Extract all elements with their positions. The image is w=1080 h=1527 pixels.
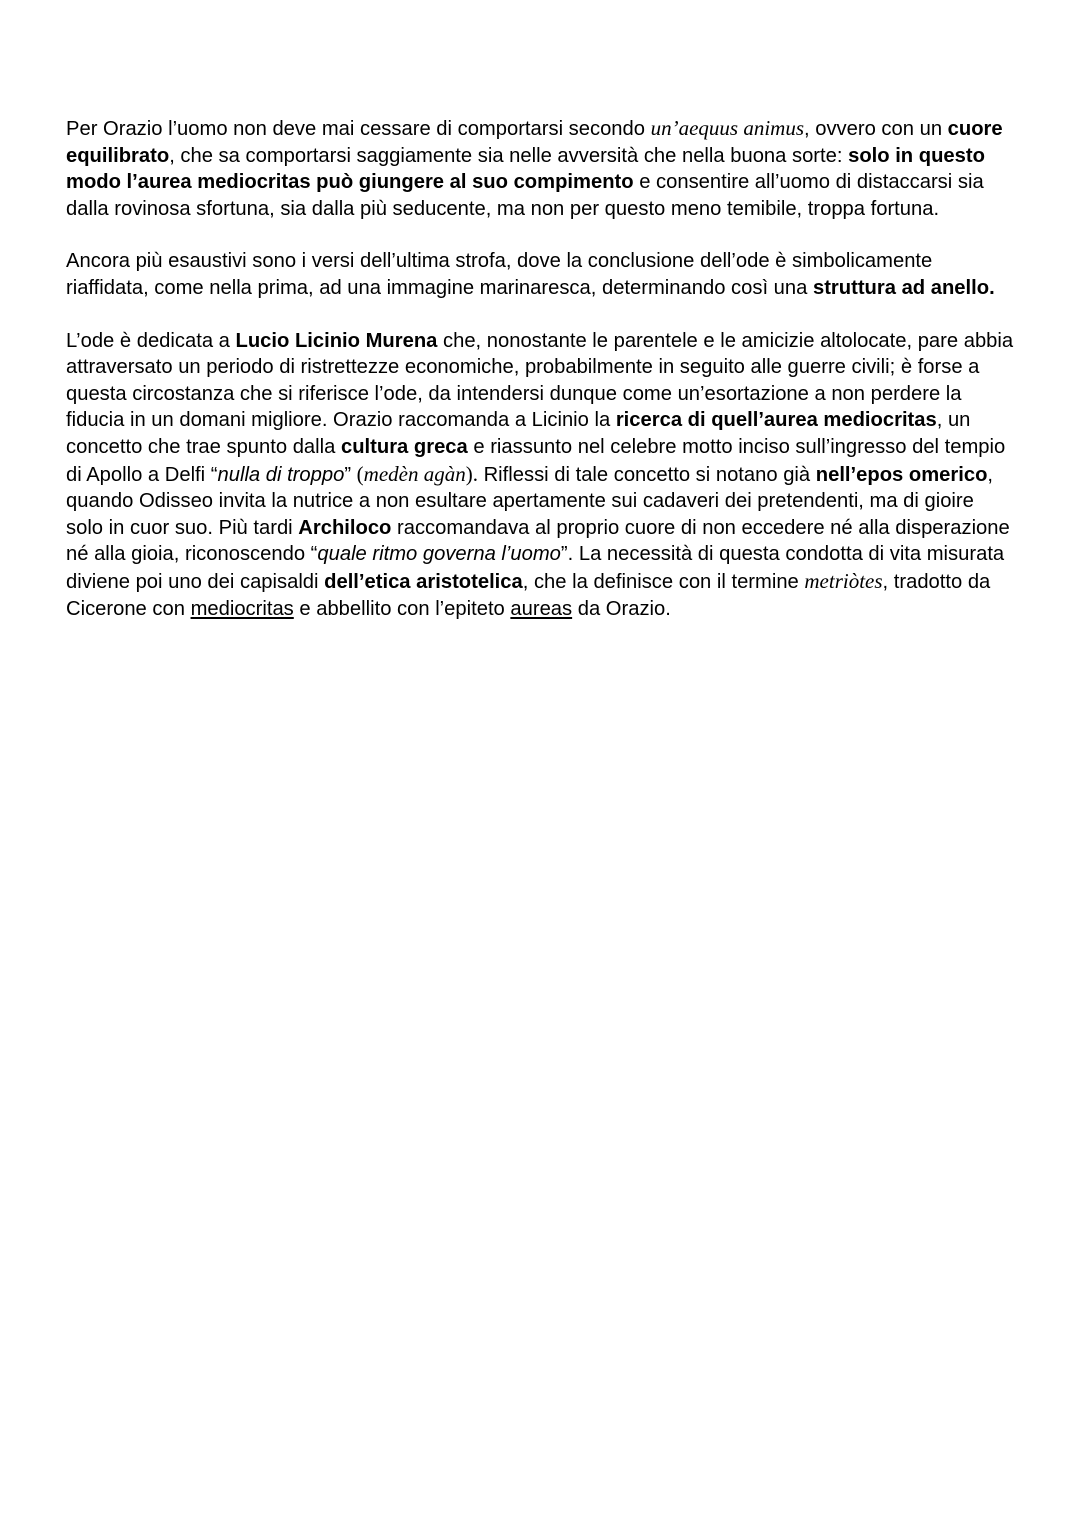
paragraph-3 [66,328,1014,623]
text-segment: nulla di troppo [217,463,345,486]
text-segment: Archiloco [298,516,392,539]
text-segment: che, nonostante le parentele e le amicizie altolocate, pare abbia attraversato un periodo di ristrettezze economiche, probabilmente in seguito alle guerre civili; è forse a questa circostanza che si riferisce l’ode, da intendersi dunque come un’esortazione a non perdere la fiducia in un domani migliore. Orazio raccomanda a Licinio la [66,329,1014,432]
paragraph-2 [66,248,1014,301]
text-segment: , che sa comportarsi saggiamente sia nelle avversità che nella buona sorte: [169,144,849,167]
text-segment: mediocritas [190,597,294,620]
text-segment: , quando Odisseo invita la nutrice a non esultare apertamente sui cadaveri dei pretendenti, ma di gioire solo in cuor suo. Più tardi [66,463,994,539]
text-segment: ricerca di quell’aurea mediocritas [615,409,937,432]
text-segment: solo in questo modo l’aurea mediocritas può giungere al suo compimento [66,144,985,194]
text-segment: , un concetto che trae spunto dalla [66,409,971,458]
text-segment: struttura ad anello. [812,276,995,299]
text-segment: medèn agàn [363,461,466,486]
text-segment: cultura greca [340,435,468,458]
text-segment: aureas [510,597,573,620]
text-segment: , ovvero con un [804,118,948,140]
text-segment: Lucio Licinio Murena [235,329,438,352]
text-segment: Ancora più esaustivi sono i versi dell’ultima strofa, dove la conclusione dell’ode è simbolicamente riaffidata, come nella prima, ad una immagine marinaresca, determinando così una [66,250,933,299]
text-segment: quale ritmo governa l’uomo [317,543,561,566]
text-segment: raccomandava al proprio cuore di non eccedere né alla disperazione né alla gioia, riconoscendo “ [66,516,1010,566]
text-segment: Riflessi di tale concetto si notano già [477,463,816,486]
text-segment: ). [465,461,478,486]
text-segment: metriòtes [804,568,883,593]
text-segment: , che la definisce con il termine [522,570,805,593]
document-page [66,115,1014,648]
text-segment: dell’etica aristotelica [324,570,523,593]
text-segment: ”. La necessità di questa condotta di vita misurata diviene poi uno dei capisaldi [66,543,1005,593]
text-segment: nell’epos omerico [815,463,988,486]
text-segment: un’aequus animus [650,116,805,140]
paragraph-1 [66,115,1014,222]
text-segment: cuore equilibrato [66,118,1003,167]
text-segment: e riassunto nel celebre motto inciso sull’ingresso del tempio di Apollo a Delfi “ [66,435,1006,486]
text-segment: da Orazio. [572,597,671,620]
text-segment: e abbellito con l’epiteto [293,597,511,620]
text-segment: L’ode è dedicata a [66,329,236,352]
text-segment: Per Orazio l’uomo non deve mai cessare di comportarsi secondo [66,118,651,140]
text-segment: ( [356,461,364,486]
text-segment: ” [344,463,357,486]
text-segment: , tradotto da Cicerone con [66,570,991,620]
text-segment: e consentire all’uomo di distaccarsi sia dalla rovinosa sfortuna, sia dalla più seducente, ma non per questo meno temibile, troppa fortuna. [66,171,984,220]
